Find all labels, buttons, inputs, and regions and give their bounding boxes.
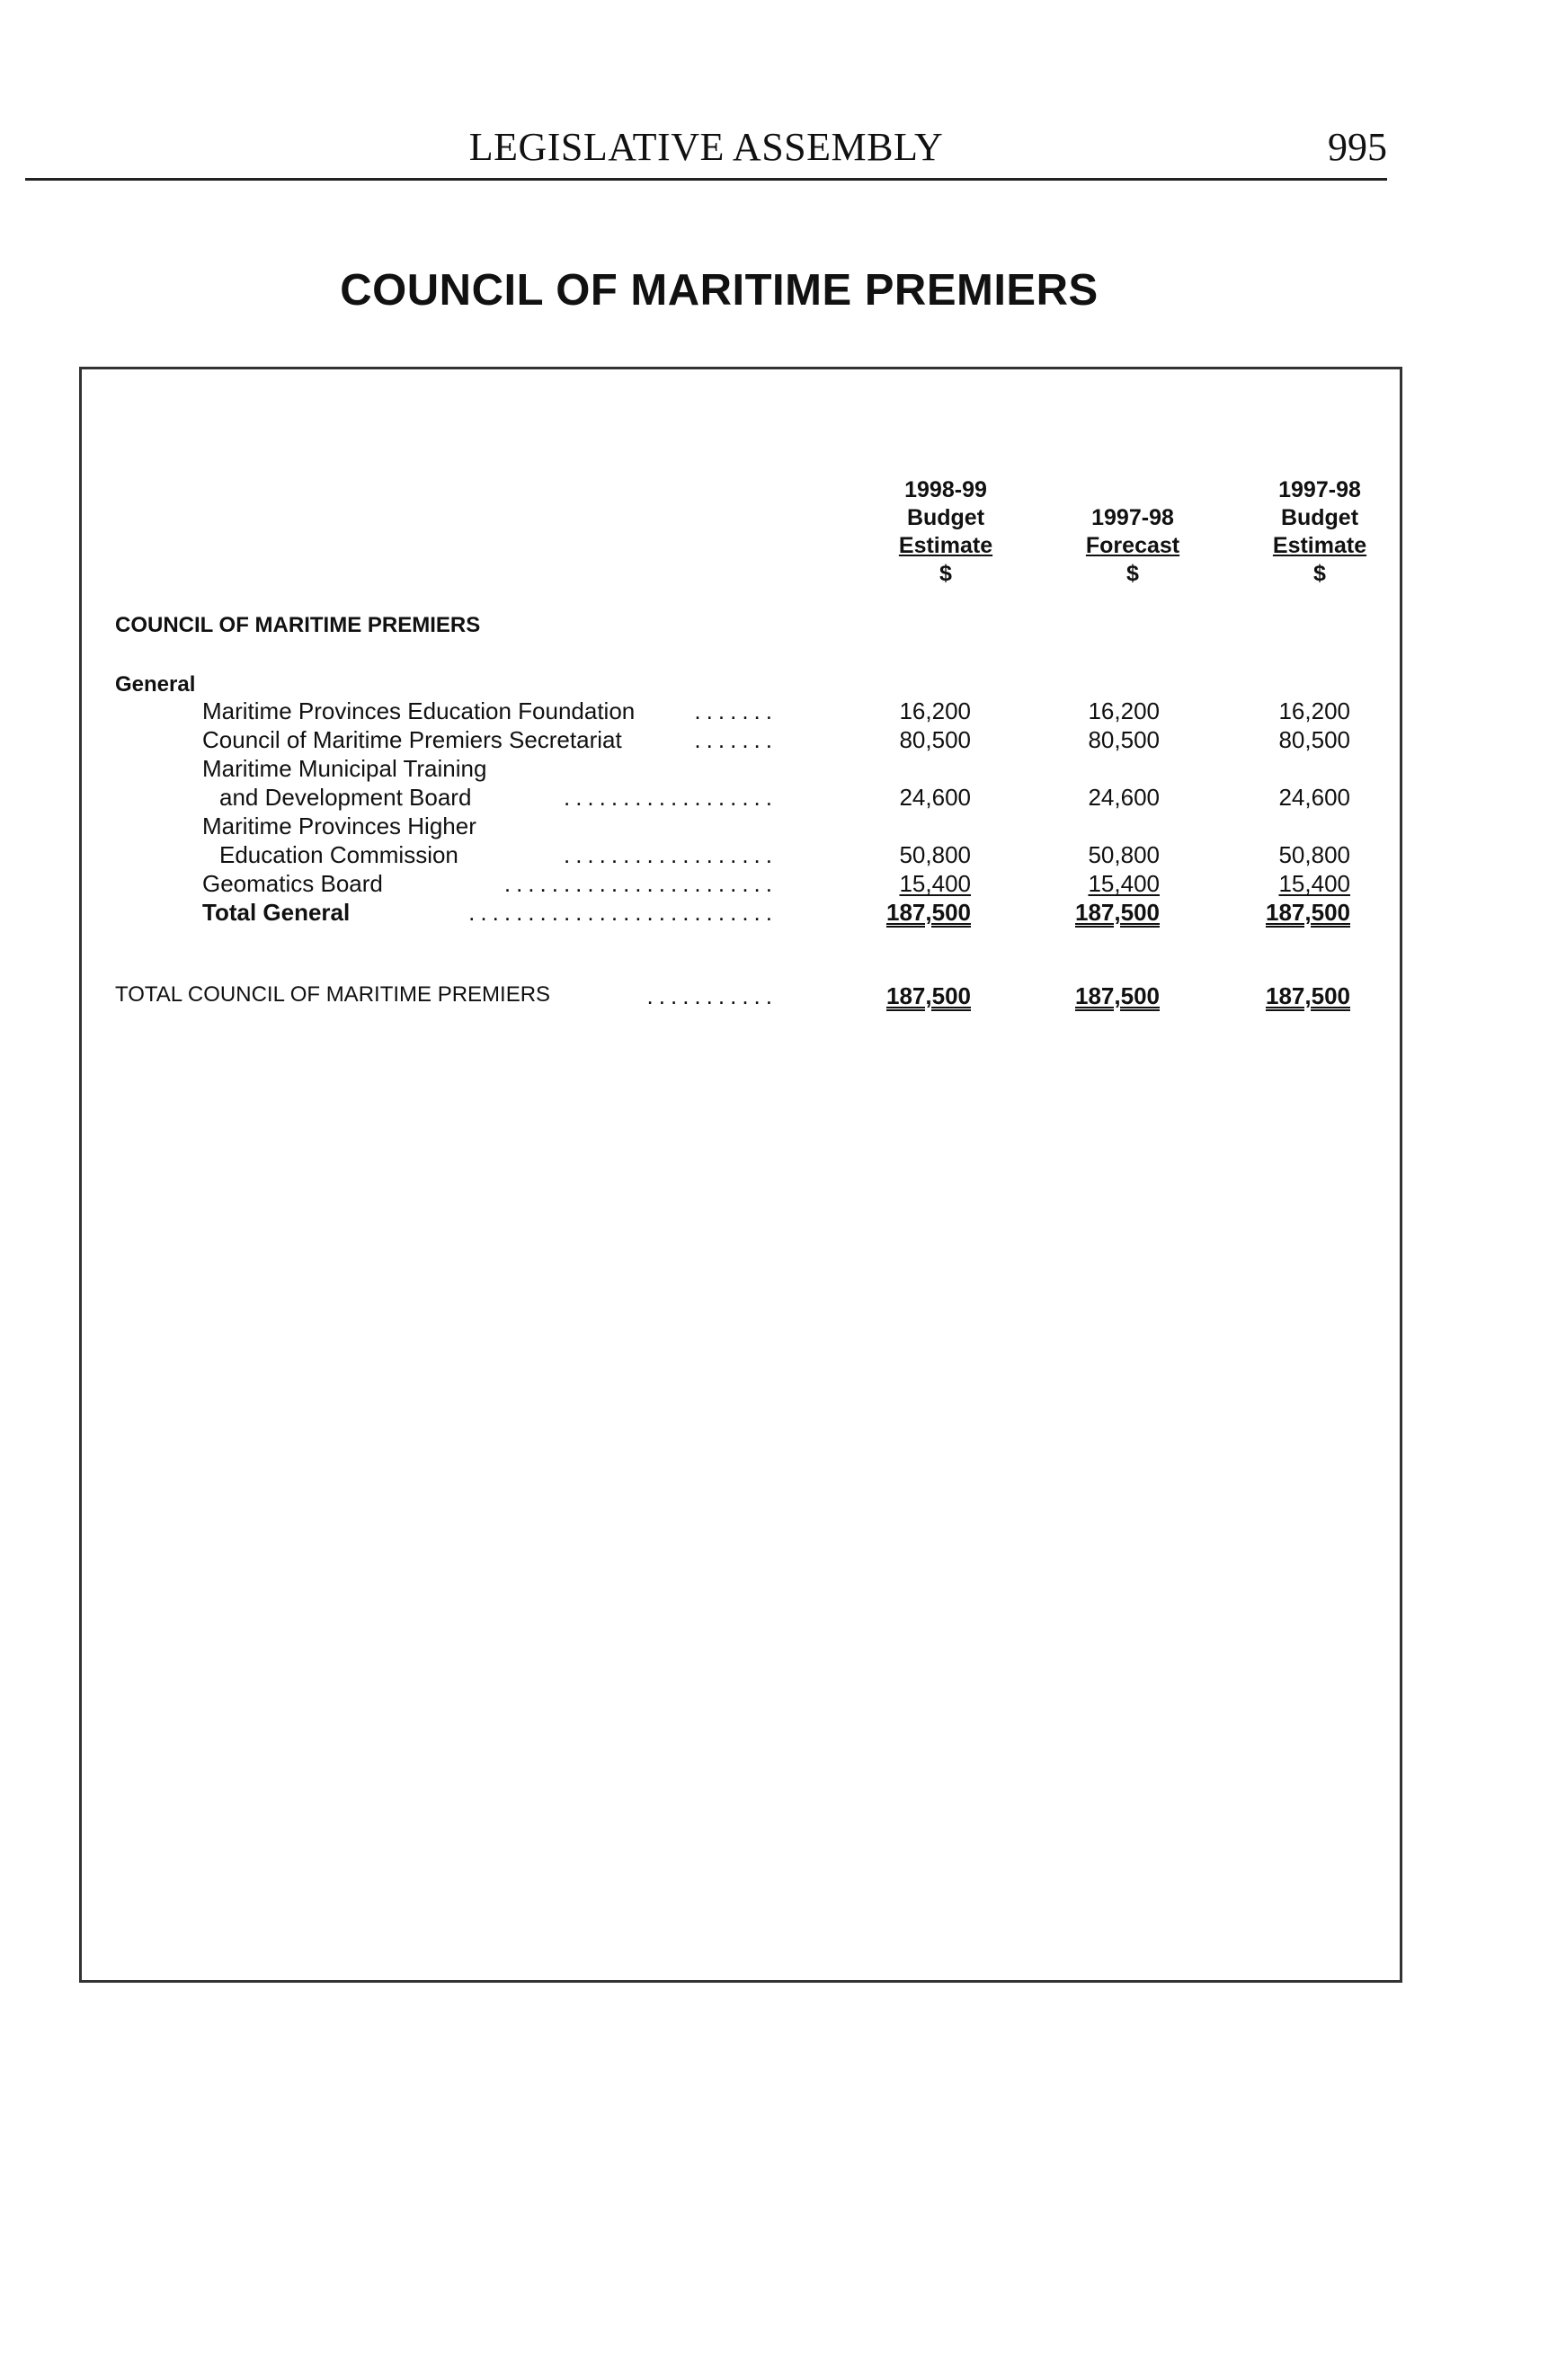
dot-leader: ....... (694, 726, 778, 753)
column-header-year (1052, 476, 1214, 504)
row-value: 15,400 (1088, 870, 1160, 897)
row-value: 50,800 (1088, 841, 1160, 868)
running-title: LEGISLATIVE ASSEMBLY (468, 125, 944, 169)
column-header-type: 1997-98 (1091, 505, 1174, 530)
subtotal-value: 187,500 (886, 899, 971, 926)
dot-leader: .................. (563, 784, 778, 811)
section-heading: COUNCIL OF MARITIME PREMIERS (115, 613, 481, 637)
row-value: 15,400 (899, 870, 971, 897)
running-header (25, 124, 1387, 181)
row-label: Council of Maritime Premiers Secretariat (202, 726, 622, 753)
column-header-year: 1998-99 (904, 477, 987, 502)
subtotal-value: 187,500 (1266, 899, 1350, 926)
page-title: COUNCIL OF MARITIME PREMIERS (340, 266, 1099, 315)
subtotal-value: 187,500 (1075, 899, 1160, 926)
row-value: 80,500 (1088, 726, 1160, 753)
grand-total-label: TOTAL COUNCIL OF MARITIME PREMIERS (115, 982, 551, 1007)
column-header-year: 1997-98 (1278, 477, 1361, 502)
row-value: 50,800 (1278, 841, 1350, 868)
grand-total-value: 187,500 (886, 982, 971, 1009)
grand-total-value: 187,500 (1075, 982, 1160, 1009)
grand-total-value: 187,500 (1266, 982, 1350, 1009)
row-value: 80,500 (899, 726, 971, 753)
dot-leader: ....................... (503, 870, 778, 897)
row-value: 16,200 (1088, 697, 1160, 724)
row-label: Maritime Provinces Higher (202, 813, 476, 839)
row-value: 24,600 (1278, 784, 1350, 811)
table-frame (79, 367, 1402, 1983)
dot-leader: ........... (646, 982, 778, 1009)
column-header-unit: $ (939, 561, 952, 586)
row-value: 80,500 (1278, 726, 1350, 753)
row-label: Geomatics Board (202, 870, 383, 897)
group-heading: General (115, 672, 196, 697)
dot-leader: .......................... (468, 899, 778, 926)
column-header-kind: Forecast (1085, 533, 1180, 558)
column-header-forecast-1997-98 (1052, 476, 1214, 588)
row-value: 50,800 (899, 841, 971, 868)
row-label: Maritime Municipal Training (202, 755, 487, 782)
page-number: 995 (1328, 125, 1387, 169)
row-value: 24,600 (899, 784, 971, 811)
row-label-continued: and Development Board (219, 784, 472, 811)
column-header-type: Budget (906, 505, 985, 530)
column-header-budget-1997-98 (1239, 476, 1401, 588)
column-header-kind: Estimate (898, 533, 993, 558)
column-header-budget-1998-99 (865, 476, 1027, 588)
row-value: 16,200 (899, 697, 971, 724)
column-header-kind: Estimate (1272, 533, 1367, 558)
dot-leader: .................. (563, 841, 778, 868)
row-label-continued: Education Commission (219, 841, 458, 868)
column-header-type: Budget (1280, 505, 1359, 530)
row-value: 15,400 (1278, 870, 1350, 897)
dot-leader: ....... (694, 697, 778, 724)
column-header-unit: $ (1313, 561, 1326, 586)
subtotal-label: Total General (202, 899, 351, 926)
row-value: 16,200 (1278, 697, 1350, 724)
column-header-unit: $ (1126, 561, 1139, 586)
row-label: Maritime Provinces Education Foundation (202, 697, 636, 724)
row-value: 24,600 (1088, 784, 1160, 811)
